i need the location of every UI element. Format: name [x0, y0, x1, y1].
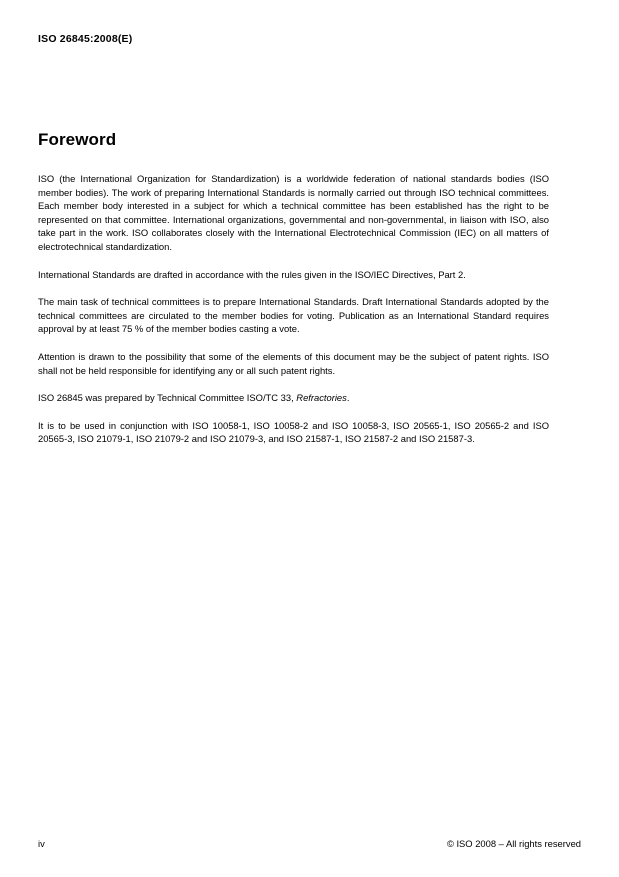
paragraph-conjunction-standards: It is to be used in conjunction with ISO 10058-1, ISO 10058-2 and ISO 10058-3, ISO 20565-1, ISO 20565-2 and ISO 20565-3, ISO 21079-1, ISO 21079-2 and ISO 21079-3, and ISO 21587-1, ISO 21587-2 and ISO 21587-3.: [38, 419, 549, 445]
document-header-standard-ref: ISO 26845:2008(E): [38, 33, 133, 45]
document-content: [38, 130, 549, 446]
paragraph-prepared-by: [38, 391, 549, 405]
committee-name: Refractories: [296, 392, 347, 404]
footer-page-number: iv: [38, 838, 45, 849]
page-title: Foreword: [38, 130, 117, 149]
footer-copyright: © ISO 2008 – All rights reserved: [446, 838, 581, 849]
prepared-by-trail: .: [346, 392, 350, 404]
paragraph-patent-rights: Attention is drawn to the possibility that some of the elements of this document may be the subject of patent rights. ISO shall not be held responsible for identifying any or all such patent rights.: [38, 350, 549, 376]
paragraph-voting-process: The main task of technical committees is to prepare International Standards. Draft International Standards adopted by the technical committees are circulated to the member bodies for voting. Publication as an International Standard requires approval by at least 75 % of the member bodies casting a vote.: [38, 296, 549, 335]
paragraph-iso-description: ISO (the International Organization for Standardization) is a worldwide federation of national standards bodies (ISO member bodies). The work of preparing International Standards is normally carried out through ISO technical committees. Each member body interested in a subject for which a technical committee has been established has the right to be represented on that committee. International organizations, governmental and non-governmental, in liaison with ISO, also take part in the work. ISO collaborates closely with the International Electrotechnical Commission (IEC) on all matters of electrotechnical standardization.: [38, 173, 549, 252]
paragraph-drafting-rules: International Standards are drafted in accordance with the rules given in the ISO/IEC Directives, Part 2.: [38, 268, 466, 280]
prepared-by-lead: ISO 26845 was prepared by Technical Committee ISO/TC 33,: [38, 392, 297, 404]
